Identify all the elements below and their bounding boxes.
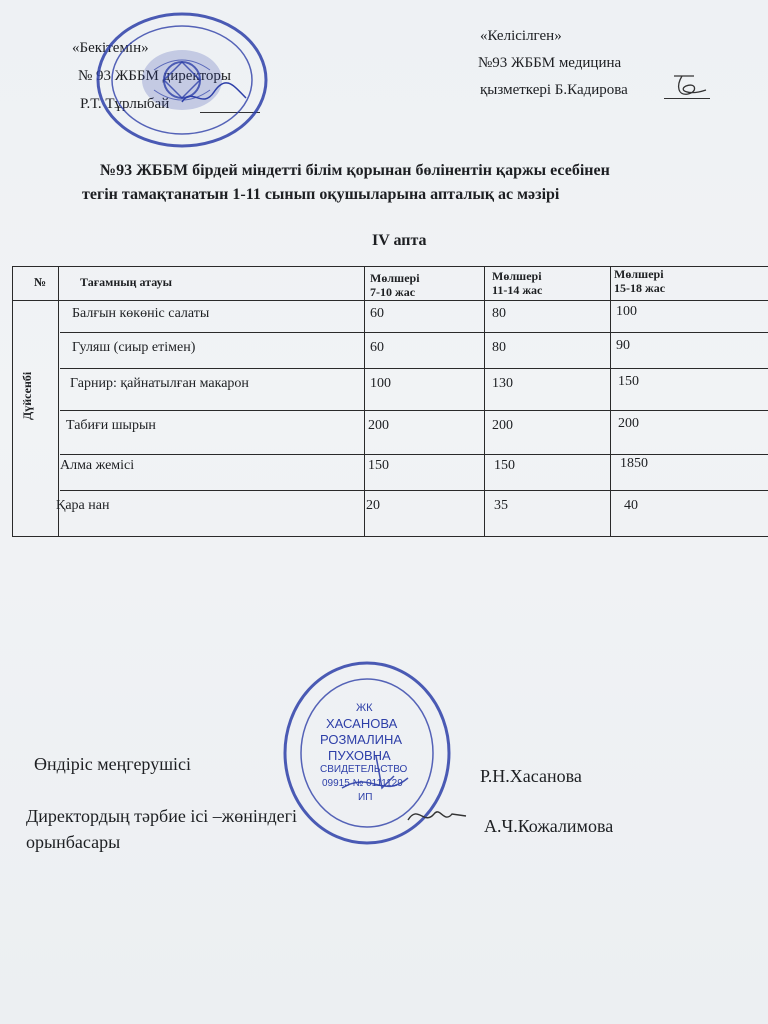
table-row-portion-a: 20 (366, 498, 380, 513)
table-row-dish: Гуляш (сиыр етімен) (72, 340, 196, 355)
table-row-portion-c: 200 (618, 416, 639, 431)
table-row-portion-b: 130 (492, 376, 513, 391)
deputy-title-line1: Директордың тәрбие ісі –жөніндегі (26, 806, 298, 826)
table-row-portion-c: 40 (624, 498, 638, 513)
agreed-label: «Келісілген» (480, 28, 562, 44)
week-label: IV апта (372, 232, 427, 249)
table-row-dish: Қара нан (56, 498, 110, 513)
table-row-dish: Алма жемісі (60, 458, 135, 473)
table-row-portion-a: 150 (368, 458, 389, 473)
table-row-portion-c: 1850 (620, 456, 648, 471)
table-row-portion-b: 80 (492, 306, 506, 321)
table-row-portion-b: 80 (492, 340, 506, 355)
table-row-portion-b: 35 (494, 498, 508, 513)
day-label: Дүйсенбі (20, 371, 34, 420)
table-row-portion-c: 150 (618, 374, 639, 389)
deputy-title-line2: орынбасары (26, 832, 121, 852)
agreed-position: №93 ЖББМ медицина (478, 55, 622, 71)
nurse-signature-icon (668, 72, 712, 100)
table-row-portion-a: 60 (370, 306, 384, 321)
seal-line-2: ХАСАНОВА (326, 716, 398, 731)
header-portion-7-10-line1: Мөлшері (370, 271, 420, 285)
approved-name: Р.Т. Тұрлыбай (80, 96, 170, 112)
header-portion-15-18-line1: Мөлшері (614, 267, 664, 281)
document-title-line2: тегін тамақтанатын 1-11 сынып оқушыларына апталық ас мәзірі (82, 186, 560, 203)
seal-line-5: СВИДЕТЕЛЬСТВО (320, 764, 408, 775)
table-row-dish: Табиғи шырын (66, 418, 156, 433)
production-head-name: Р.Н.Хасанова (480, 766, 582, 786)
seal-line-7: ИП (358, 792, 373, 803)
deputy-signature-icon (404, 800, 470, 830)
deputy-name: А.Ч.Кожалимова (484, 816, 614, 836)
table-row-portion-a: 100 (370, 376, 391, 391)
header-portion-11-14-line2: 11-14 жас (492, 283, 543, 297)
table-row-portion-b: 200 (492, 418, 513, 433)
header-portion-11-14-line1: Мөлшері (492, 269, 542, 283)
header-number: № (34, 275, 47, 289)
seal-line-3: РОЗМАЛИНА (320, 732, 403, 747)
table-row-portion-a: 200 (368, 418, 389, 433)
seal-line-6: 09915 № 0111129 (322, 778, 403, 789)
document-title-line1: №93 ЖББМ бірдей міндетті білім қорынан бөлінентін қаржы есебінен (100, 162, 610, 179)
table-row-portion-c: 90 (616, 338, 630, 353)
table-row-portion-b: 150 (494, 458, 515, 473)
seal-line-1: ЖК (356, 702, 373, 714)
approved-director: № 93 ЖББМ директоры (78, 68, 231, 84)
header-portion-7-10-line2: 7-10 жас (370, 285, 416, 299)
header-dish-name: Тағамның атауы (80, 275, 173, 289)
table-row-dish: Гарнир: қайнатылған макарон (70, 376, 249, 391)
table-row-dish: Балғын көкөніс салаты (72, 306, 210, 321)
agreed-name: қызметкері Б.Кадирова (480, 82, 628, 98)
production-head-title: Өндіріс меңгерушісі (34, 754, 192, 774)
approved-label: «Бекітемін» (72, 40, 149, 56)
seal-line-4: ПУХОВНА (328, 748, 391, 763)
table-row-portion-c: 100 (616, 304, 637, 319)
header-portion-15-18-line2: 15-18 жас (614, 281, 666, 295)
director-signature-icon (180, 80, 250, 110)
table-row-portion-a: 60 (370, 340, 384, 355)
